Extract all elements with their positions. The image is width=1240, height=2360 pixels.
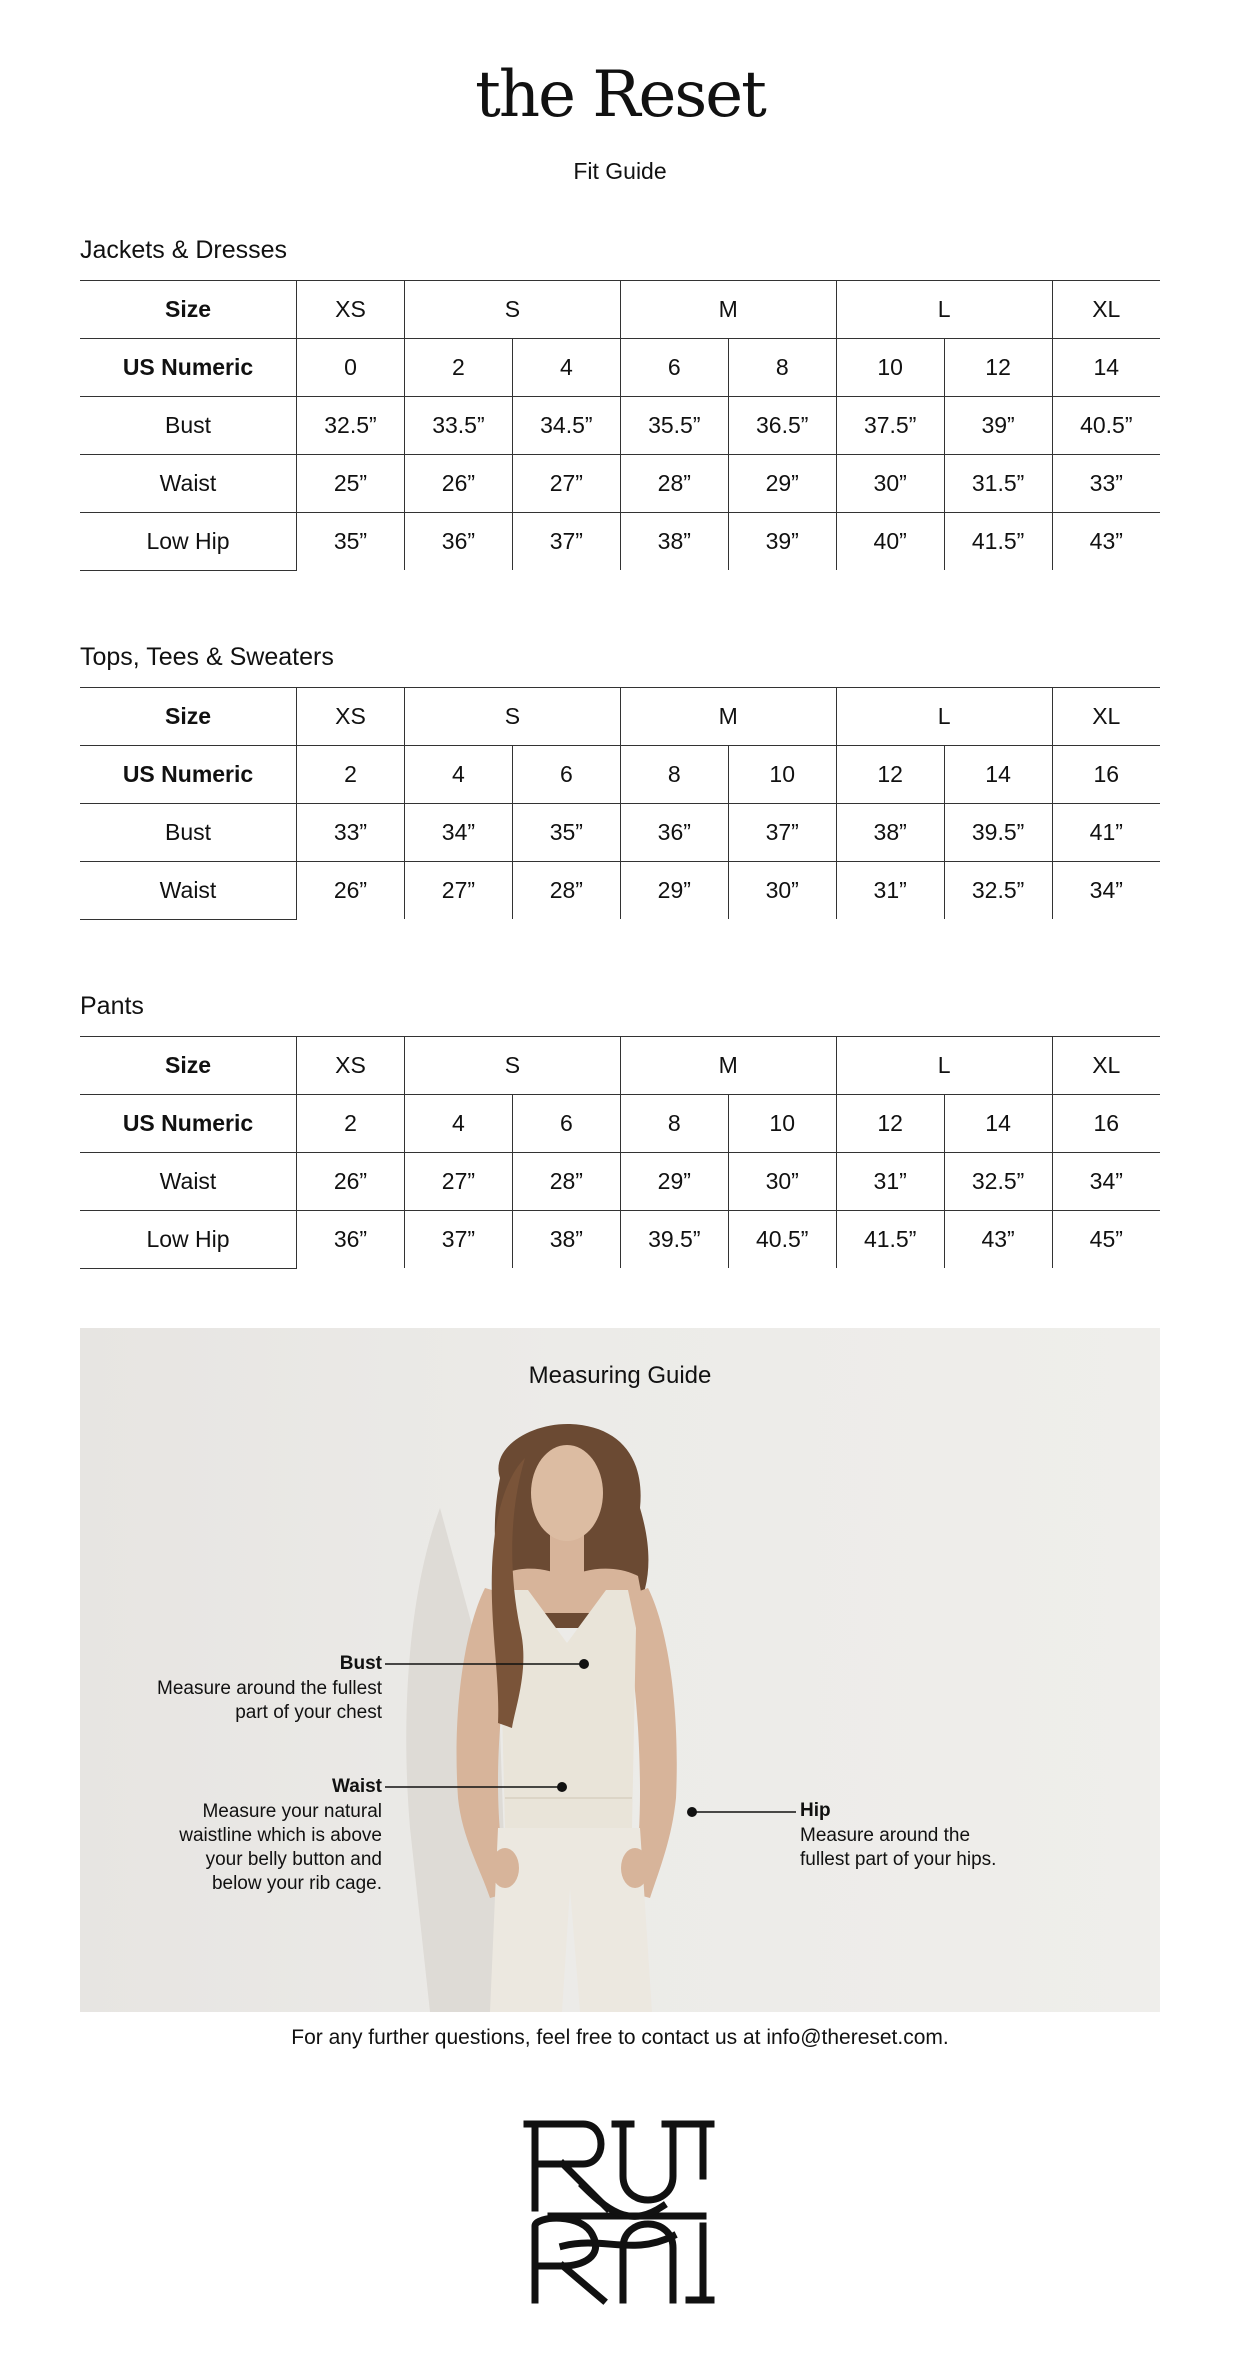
size-cell: XS xyxy=(297,281,405,339)
hip-description-line: Measure around the xyxy=(800,1825,971,1846)
row-label: Waist xyxy=(80,1153,297,1211)
table-cell: 28” xyxy=(512,1153,620,1211)
size-cell: L xyxy=(836,688,1052,746)
table-cell: 16 xyxy=(1052,746,1160,804)
size-cell: S xyxy=(404,281,620,339)
table-cell: 36” xyxy=(620,804,728,862)
monogram-logo xyxy=(523,2116,715,2308)
table-cell: 4 xyxy=(404,1095,512,1153)
pants-size-table xyxy=(80,1036,1160,1269)
table-cell: 12 xyxy=(836,1095,944,1153)
table-cell: 28” xyxy=(620,455,728,513)
table-row xyxy=(80,1095,1160,1153)
measuring-guide-title: Measuring Guide xyxy=(528,1362,712,1389)
table-cell: 38” xyxy=(512,1211,620,1269)
jackets-size-table xyxy=(80,280,1160,571)
table-cell: 25” xyxy=(297,455,405,513)
waist-description xyxy=(100,1800,382,1896)
table-cell: 0 xyxy=(297,339,405,397)
row-label: US Numeric xyxy=(80,339,297,397)
hip-label: Hip xyxy=(800,1800,831,1821)
size-cell: L xyxy=(836,1037,1052,1095)
table-cell: 28” xyxy=(512,862,620,920)
hip-description-line: fullest part of your hips. xyxy=(800,1849,997,1870)
table-cell: 35” xyxy=(297,513,405,571)
table-row xyxy=(80,1037,1160,1095)
table-cell: 4 xyxy=(404,746,512,804)
section-title-jackets: Jackets & Dresses xyxy=(80,236,288,264)
table-cell: 34.5” xyxy=(512,397,620,455)
table-cell: 8 xyxy=(620,746,728,804)
table-cell: 10 xyxy=(728,746,836,804)
table-cell: 16 xyxy=(1052,1095,1160,1153)
size-cell: S xyxy=(404,1037,620,1095)
table-cell: 34” xyxy=(1052,862,1160,920)
table-cell: 8 xyxy=(620,1095,728,1153)
table-cell: 41.5” xyxy=(836,1211,944,1269)
table-cell: 40.5” xyxy=(1052,397,1160,455)
table-cell: 38” xyxy=(836,804,944,862)
table-row xyxy=(80,688,1160,746)
bust-description-line: part of your chest xyxy=(235,1702,382,1723)
table-cell: 32.5” xyxy=(297,397,405,455)
table-row xyxy=(80,746,1160,804)
waist-description-line: your belly button and xyxy=(205,1849,382,1870)
table-cell: 32.5” xyxy=(944,862,1052,920)
table-cell: 12 xyxy=(944,339,1052,397)
waist-description-line: waistline which is above xyxy=(179,1825,382,1846)
bust-description-line: Measure around the fullest xyxy=(157,1678,382,1699)
table-row xyxy=(80,281,1160,339)
table-cell: 30” xyxy=(728,862,836,920)
table-cell: 31” xyxy=(836,862,944,920)
table-cell: 26” xyxy=(404,455,512,513)
row-label: Bust xyxy=(80,397,297,455)
table-cell: 39” xyxy=(944,397,1052,455)
size-cell: M xyxy=(620,281,836,339)
size-cell: L xyxy=(836,281,1052,339)
table-cell: 27” xyxy=(404,862,512,920)
table-cell: 39.5” xyxy=(944,804,1052,862)
measuring-guide-panel xyxy=(80,1328,1160,2012)
table-cell: 29” xyxy=(728,455,836,513)
table-cell: 6 xyxy=(512,1095,620,1153)
tops-size-table xyxy=(80,687,1160,920)
table-cell: 29” xyxy=(620,1153,728,1211)
table-cell: 14 xyxy=(944,1095,1052,1153)
table-cell: 10 xyxy=(728,1095,836,1153)
table-cell: 36.5” xyxy=(728,397,836,455)
table-cell: 40.5” xyxy=(728,1211,836,1269)
table-cell: 27” xyxy=(512,455,620,513)
table-cell: 34” xyxy=(404,804,512,862)
row-label: Waist xyxy=(80,455,297,513)
size-cell: XS xyxy=(297,688,405,746)
table-cell: 37” xyxy=(728,804,836,862)
table-cell: 43” xyxy=(1052,513,1160,571)
row-label: Bust xyxy=(80,804,297,862)
table-cell: 12 xyxy=(836,746,944,804)
brand-wordmark: the Reset xyxy=(475,58,765,132)
table-cell: 8 xyxy=(728,339,836,397)
table-row xyxy=(80,804,1160,862)
table-row xyxy=(80,455,1160,513)
table-cell: 40” xyxy=(836,513,944,571)
table-row xyxy=(80,339,1160,397)
bust-label: Bust xyxy=(339,1653,382,1674)
size-header: Size xyxy=(80,1037,297,1095)
row-label: US Numeric xyxy=(80,746,297,804)
row-label: US Numeric xyxy=(80,1095,297,1153)
waist-description-line: below your rib cage. xyxy=(211,1873,382,1894)
table-row xyxy=(80,1211,1160,1269)
table-cell: 10 xyxy=(836,339,944,397)
bust-description xyxy=(100,1677,382,1725)
section-title-pants: Pants xyxy=(80,992,144,1020)
table-cell: 26” xyxy=(297,862,405,920)
table-cell: 35.5” xyxy=(620,397,728,455)
table-cell: 37” xyxy=(512,513,620,571)
table-cell: 31.5” xyxy=(944,455,1052,513)
table-row xyxy=(80,1153,1160,1211)
size-cell: XL xyxy=(1052,1037,1160,1095)
table-cell: 36” xyxy=(404,513,512,571)
size-cell: M xyxy=(620,688,836,746)
table-cell: 33” xyxy=(297,804,405,862)
table-cell: 30” xyxy=(836,455,944,513)
table-cell: 4 xyxy=(512,339,620,397)
size-cell: S xyxy=(404,688,620,746)
size-header: Size xyxy=(80,688,297,746)
table-cell: 39” xyxy=(728,513,836,571)
table-row xyxy=(80,397,1160,455)
table-cell: 43” xyxy=(944,1211,1052,1269)
section-title-tops: Tops, Tees & Sweaters xyxy=(80,643,334,671)
table-cell: 41” xyxy=(1052,804,1160,862)
row-label: Waist xyxy=(80,862,297,920)
size-cell: XL xyxy=(1052,688,1160,746)
table-cell: 2 xyxy=(297,1095,405,1153)
table-cell: 35” xyxy=(512,804,620,862)
table-cell: 41.5” xyxy=(944,513,1052,571)
size-cell: XS xyxy=(297,1037,405,1095)
row-label: Low Hip xyxy=(80,513,297,571)
table-cell: 29” xyxy=(620,862,728,920)
table-cell: 32.5” xyxy=(944,1153,1052,1211)
table-cell: 38” xyxy=(620,513,728,571)
table-cell: 37.5” xyxy=(836,397,944,455)
table-cell: 37” xyxy=(404,1211,512,1269)
table-cell: 39.5” xyxy=(620,1211,728,1269)
page-subtitle: Fit Guide xyxy=(573,158,667,184)
size-cell: M xyxy=(620,1037,836,1095)
table-cell: 6 xyxy=(620,339,728,397)
table-cell: 26” xyxy=(297,1153,405,1211)
table-cell: 27” xyxy=(404,1153,512,1211)
table-cell: 31” xyxy=(836,1153,944,1211)
table-cell: 33” xyxy=(1052,455,1160,513)
row-label: Low Hip xyxy=(80,1211,297,1269)
table-cell: 6 xyxy=(512,746,620,804)
table-cell: 30” xyxy=(728,1153,836,1211)
table-cell: 2 xyxy=(404,339,512,397)
table-cell: 2 xyxy=(297,746,405,804)
table-cell: 45” xyxy=(1052,1211,1160,1269)
table-cell: 34” xyxy=(1052,1153,1160,1211)
table-row xyxy=(80,513,1160,571)
waist-description-line: Measure your natural xyxy=(202,1801,382,1822)
table-cell: 36” xyxy=(297,1211,405,1269)
contact-note: For any further questions, feel free to contact us at info@thereset.com. xyxy=(291,2026,949,2049)
table-cell: 14 xyxy=(1052,339,1160,397)
hip-description xyxy=(800,1824,1120,1872)
table-cell: 33.5” xyxy=(404,397,512,455)
table-row xyxy=(80,862,1160,920)
size-cell: XL xyxy=(1052,281,1160,339)
table-cell: 14 xyxy=(944,746,1052,804)
waist-label: Waist xyxy=(332,1776,382,1797)
size-header: Size xyxy=(80,281,297,339)
